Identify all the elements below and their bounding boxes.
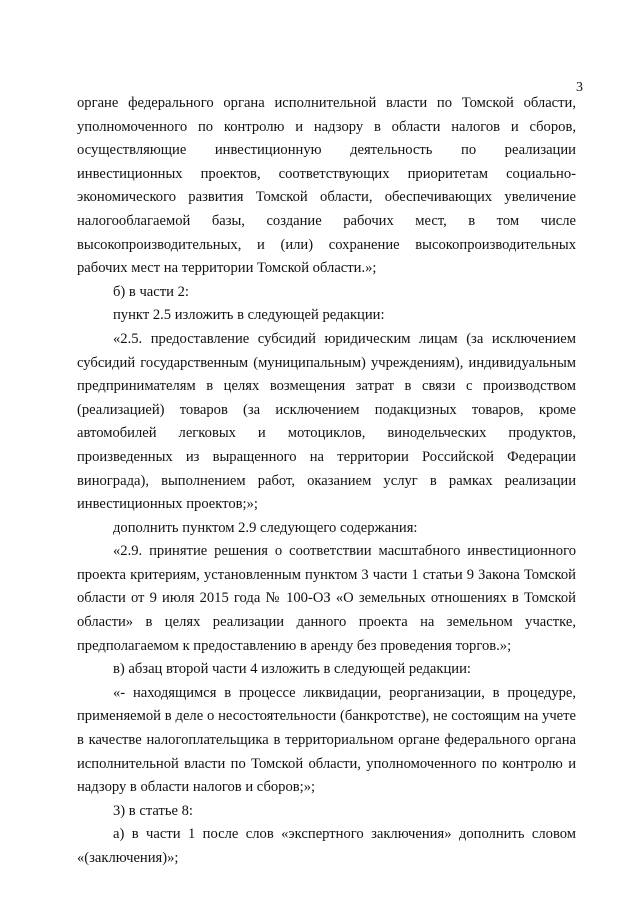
- paragraph-article-8: 3) в статье 8:: [113, 802, 193, 819]
- document-body: [77, 92, 576, 871]
- paragraph-item-2-5: «2.5. предоставление субсидий юридическим лицам (за исключением субсидий государственным (муниципальным) учреждениям), индивидуальным предпринимателям в целях возмещения затрат в связи с производством (реализацией) товаров (за исключением подакцизных товаров, кроме автомобилей легковых и мотоциклов, винодельческих продуктов, произведенных из выращенного на территории Российской Федерации винограда), выполнением работ, оказанием услуг в рамках реализации инвестиционных проектов;»;: [77, 330, 576, 513]
- paragraph-instruction: пункт 2.5 изложить в следующей редакции:: [113, 307, 385, 324]
- paragraph-item-2-9: «2.9. принятие решения о соответствии масштабного инвестиционного проекта критериям, установленным пунктом 3 части 1 статьи 9 Закона Томской области от 9 июля 2015 года № 100-ОЗ «О земельных отношениях в Томской области» в целях реализации данного проекта на земельном участке, предполагаемом к предоставлению в аренду без проведения торгов.»;: [77, 543, 576, 654]
- paragraph-subitem-a: а) в части 1 после слов «экспертного заключения» дополнить словом «(заключения)»;: [77, 826, 576, 866]
- page-number: 3: [576, 80, 583, 95]
- paragraph-instruction: дополнить пунктом 2.9 следующего содержания:: [113, 519, 418, 536]
- paragraph-quoted-text: «- находящимся в процессе ликвидации, реорганизации, в процедуре, применяемой в деле о несостоятельности (банкротстве), не состоящим на учете в качестве налогоплательщика в территориальном органе федерального органа исполнительной власти по Томской области, уполномоченного по контролю и надзору в области налогов и сборов;»;: [77, 684, 576, 796]
- paragraph-subitem-v: в) абзац второй части 4 изложить в следующей редакции:: [113, 661, 471, 678]
- paragraph-subitem-b: б) в части 2:: [113, 283, 189, 300]
- paragraph-continuation: органе федерального органа исполнительной власти по Томской области, уполномоченного по контролю и надзору в области налогов и сборов, осуществляющие инвестиционную деятельность по реализации инвестиционных проектов, соответствующих приоритетам социально-экономического развития Томской области, обеспечивающих увеличение налогооблагаемой базы, создание рабочих мест, в том числе высокопроизводительных, и (или) сохранение высокопроизводительных рабочих мест на территории Томской области.»;: [77, 95, 576, 277]
